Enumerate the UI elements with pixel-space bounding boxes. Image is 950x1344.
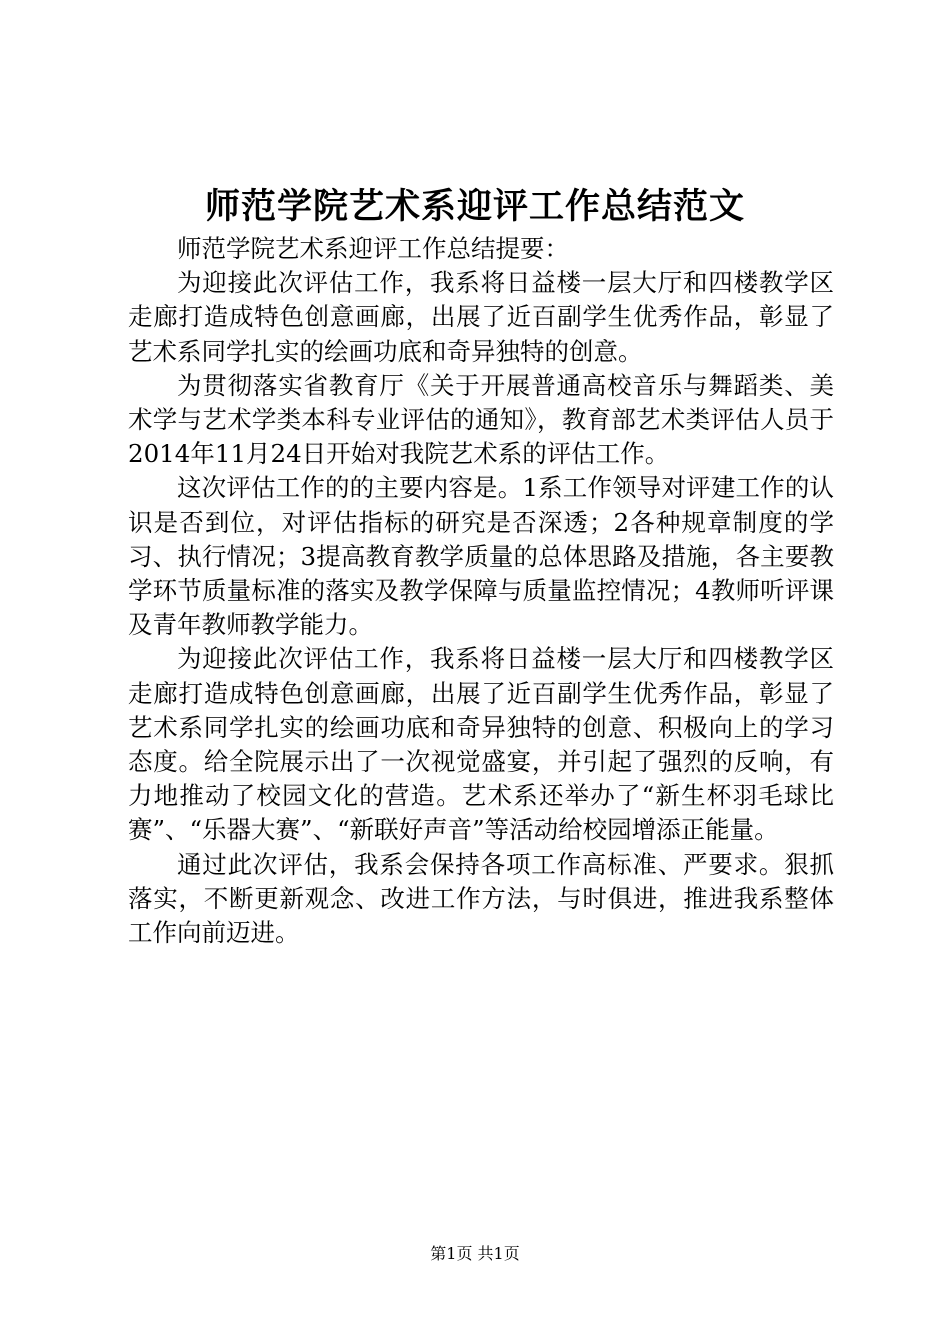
paragraph-summary-heading: 师范学院艺术系迎评工作总结提要： bbox=[177, 234, 569, 263]
paragraph: 为贯彻落实省教育厅《关于开展普通高校音乐与舞蹈类、美术学与艺术学类本科专业评估的通知》，教育部艺术类评估人员于2014年11月24日开始对我院艺术系的评估工作。 bbox=[128, 370, 834, 469]
document-title: 师范学院艺术系迎评工作总结范文 bbox=[204, 186, 745, 227]
paragraph: 为迎接此次评估工作，我系将日益楼一层大厅和四楼教学区走廊打造成特色创意画廊，出展了近百副学生优秀作品，彰显了艺术系同学扎实的绘画功底和奇异独特的创意、积极向上的学习态度。给全院展示出了一次视觉盛宴，并引起了强烈的反响，有力地推动了校园文化的营造。艺术系还举办了“新生杯羽毛球比赛”、“乐器大赛”、“新联好声音”等活动给校园增添正能量。 bbox=[128, 644, 834, 845]
paragraph: 通过此次评估，我系会保持各项工作高标准、严要求。狠抓落实，不断更新观念、改进工作方法，与时俱进，推进我系整体工作向前迈进。 bbox=[128, 849, 834, 948]
document-body bbox=[128, 232, 834, 950]
paragraph: 为迎接此次评估工作，我系将日益楼一层大厅和四楼教学区走廊打造成特色创意画廊，出展了近百副学生优秀作品，彰显了艺术系同学扎实的绘画功底和奇异独特的创意。 bbox=[128, 268, 834, 366]
page-footer: 第1页 共1页 bbox=[430, 1244, 520, 1263]
paragraph: 这次评估工作的的主要内容是。1系工作领导对评建工作的认识是否到位，对评估指标的研究是否深透；2各种规章制度的学习、执行情况；3提高教育教学质量的总体思路及措施，各主要教学环节质量标准的落实及教学保障与质量监控情况；4教师听评课及青年教师教学能力。 bbox=[128, 473, 834, 640]
